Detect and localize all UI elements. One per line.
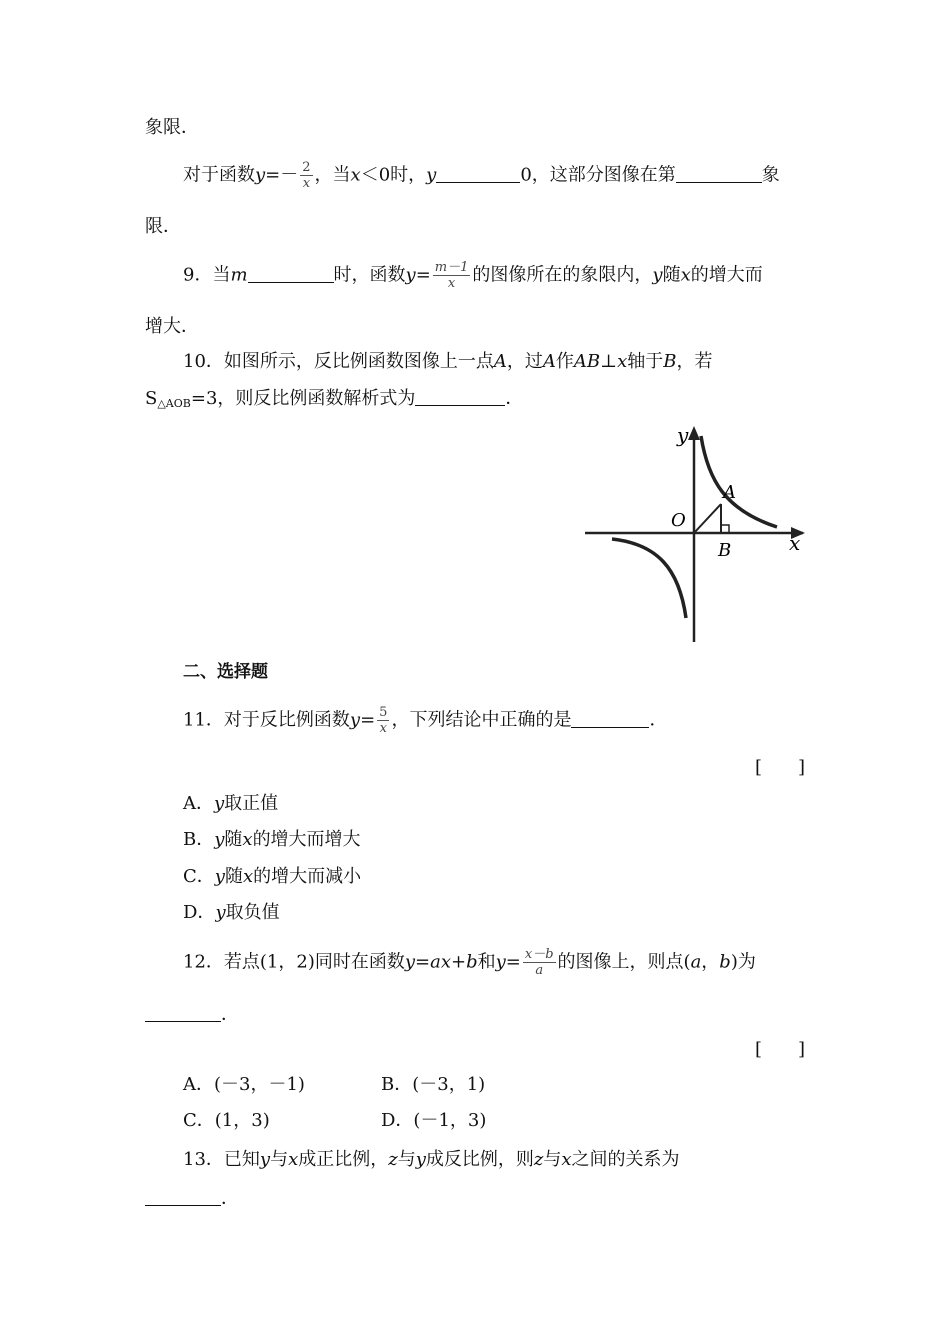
option-d[interactable]: D．(－1，3)	[381, 1110, 487, 1131]
answer-blank[interactable]	[145, 1187, 221, 1206]
fraction: $\frac{2}{x}$	[302, 160, 311, 191]
option-d[interactable]: D．y取负值	[183, 902, 280, 923]
fraction: $\frac{m-1}{x}$	[434, 260, 469, 291]
hyperbola-branch-q3	[612, 539, 686, 618]
section-heading: 二、选择题	[183, 662, 268, 682]
text-line: 限．	[145, 216, 181, 237]
y-axis-label: y	[677, 423, 689, 447]
origin-label: O	[671, 510, 686, 531]
x-axis-label: x	[789, 531, 801, 555]
question-13-continued: ．	[145, 1187, 239, 1211]
fraction: $\frac{5}{x}$	[379, 705, 388, 736]
segment-oa	[694, 504, 721, 533]
question-8-continued: 对于函数y=－ $\frac{2}{x}$ ，当x＜0时，y 0，这部分图像在第 象	[183, 160, 780, 191]
answer-bracket[interactable]: [ ]	[754, 757, 805, 778]
text-line: 增大．	[145, 316, 199, 337]
option-a[interactable]: A．y取正值	[183, 793, 279, 814]
point-a-label: A	[723, 482, 736, 503]
question-12-continued: ．	[145, 1003, 239, 1027]
question-12: 12．若点(1，2)同时在函数y=ax+b和y= $\frac{x-b}{a}$ 的图像上，则点(a，b)为	[183, 947, 756, 978]
option-c[interactable]: C．(1，3)	[183, 1110, 270, 1131]
option-b[interactable]: B．y随x的增大而增大	[183, 829, 361, 850]
question-11: 11．对于反比例函数y= $\frac{5}{x}$ ，下列结论中正确的是 ．	[183, 705, 668, 736]
answer-blank[interactable]	[676, 164, 762, 183]
text-line: 象限．	[145, 117, 199, 138]
answer-blank[interactable]	[248, 264, 334, 283]
answer-blank[interactable]	[436, 164, 520, 183]
fraction: $\frac{x-b}{a}$	[524, 947, 554, 978]
answer-blank[interactable]	[571, 709, 649, 728]
answer-blank[interactable]	[145, 1003, 221, 1022]
question-9: 9．当m 时，函数y= $\frac{m-1}{x}$ 的图像所在的象限内，y随x的增大而	[183, 260, 763, 291]
point-b-label: B	[718, 540, 732, 561]
option-a[interactable]: A．(－3，－1)	[183, 1074, 305, 1095]
question-10-continued: $S_{\triangle AOB}=3$，则反比例函数解析式为 ．	[145, 388, 524, 410]
y-axis-arrow	[688, 426, 700, 440]
question-13: 13．已知y与x成正比例，z与y成反比例，则z与x之间的关系为	[183, 1149, 680, 1170]
hyperbola-graph	[585, 420, 810, 645]
option-b[interactable]: B．(－3，1)	[381, 1074, 486, 1095]
question-10: 10．如图所示，反比例函数图像上一点A，过A作AB⊥x轴于B，若	[183, 351, 713, 372]
option-c[interactable]: C．y随x的增大而减小	[183, 866, 362, 887]
answer-blank[interactable]	[415, 387, 505, 406]
answer-bracket[interactable]: [ ]	[754, 1039, 805, 1060]
